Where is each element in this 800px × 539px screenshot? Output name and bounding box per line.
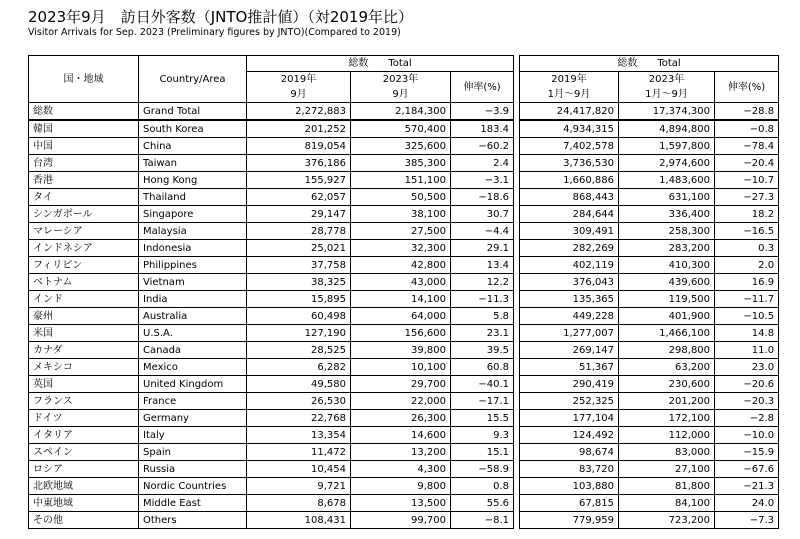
cell-country-en: India [139,291,247,308]
cell-growth-ytd: 2.0 [715,257,779,274]
cell-sep-2023: 99,700 [351,512,451,529]
cell-ytd-2019: 402,119 [520,257,619,274]
cell-sep-2023: 570,400 [351,120,451,138]
cell-ytd-2023: 27,100 [619,461,715,478]
table-row [29,495,779,512]
cell-growth-sep: −58.9 [451,461,514,478]
cell-growth-sep: 15.5 [451,410,514,427]
cell-ytd-2019: 51,367 [520,359,619,376]
cell-ytd-2019: 135,365 [520,291,619,308]
cell-country-en: China [139,138,247,155]
table-row [29,223,779,240]
cell-ytd-2023: 119,500 [619,291,715,308]
header-2019-ytd-year: 2019年 [520,72,619,88]
cell-sep-2023: 14,600 [351,427,451,444]
header-2023-ytd-year: 2023年 [619,72,715,88]
cell-growth-sep: 13.4 [451,257,514,274]
cell-growth-sep: −8.1 [451,512,514,529]
cell-sep-2023: 13,500 [351,495,451,512]
cell-growth-sep: 15.1 [451,444,514,461]
cell-country-en: Vietnam [139,274,247,291]
cell-ytd-2019: 376,043 [520,274,619,291]
cell-country-en: Spain [139,444,247,461]
table-row [29,120,779,138]
cell-growth-ytd: −2.8 [715,410,779,427]
cell-sep-2019: 22,768 [247,410,351,427]
cell-ytd-2023: 230,600 [619,376,715,393]
cell-growth-ytd: −10.0 [715,427,779,444]
cell-sep-2023: 29,700 [351,376,451,393]
table-row [29,325,779,342]
cell-region-jp: シンガポール [29,206,139,223]
cell-country-en: Philippines [139,257,247,274]
cell-sep-2019: 9,721 [247,478,351,495]
cell-growth-sep: −3.9 [451,103,514,121]
table-row [29,155,779,172]
cell-country-en: Malaysia [139,223,247,240]
table-row [29,376,779,393]
cell-growth-ytd: −10.5 [715,308,779,325]
cell-sep-2023: 2,184,300 [351,103,451,121]
cell-sep-2019: 38,325 [247,274,351,291]
cell-region-jp: 北欧地域 [29,478,139,495]
cell-growth-ytd: 16.9 [715,274,779,291]
cell-country-en: United Kingdom [139,376,247,393]
cell-growth-ytd: 23.0 [715,359,779,376]
table-row [29,138,779,155]
cell-country-en: Singapore [139,206,247,223]
cell-growth-sep: 30.7 [451,206,514,223]
cell-sep-2023: 10,100 [351,359,451,376]
cell-sep-2019: 8,678 [247,495,351,512]
cell-ytd-2019: 309,491 [520,223,619,240]
cell-growth-ytd: −27.3 [715,189,779,206]
cell-ytd-2023: 723,200 [619,512,715,529]
cell-sep-2019: 28,778 [247,223,351,240]
header-total-monthly: 総数 Total [247,56,514,72]
cell-sep-2019: 10,454 [247,461,351,478]
cell-sep-2019: 25,021 [247,240,351,257]
cell-country-en: Nordic Countries [139,478,247,495]
cell-growth-sep: 60.8 [451,359,514,376]
header-growth-ytd: 伸率(%) [715,72,779,103]
cell-growth-sep: −11.3 [451,291,514,308]
cell-growth-ytd: −28.8 [715,103,779,121]
cell-sep-2019: 127,190 [247,325,351,342]
cell-ytd-2019: 1,277,007 [520,325,619,342]
cell-ytd-2023: 401,900 [619,308,715,325]
cell-region-jp: ベトナム [29,274,139,291]
cell-country-en: Middle East [139,495,247,512]
header-region-jp: 国・地域 [29,56,139,103]
cell-ytd-2019: 1,660,886 [520,172,619,189]
cell-ytd-2023: 112,000 [619,427,715,444]
table-row [29,274,779,291]
table-body [29,103,779,529]
cell-ytd-2019: 290,419 [520,376,619,393]
cell-country-en: Canada [139,342,247,359]
cell-sep-2019: 819,054 [247,138,351,155]
cell-growth-sep: −18.6 [451,189,514,206]
cell-growth-ytd: −0.8 [715,120,779,138]
cell-growth-ytd: −20.4 [715,155,779,172]
cell-ytd-2023: 4,894,800 [619,120,715,138]
cell-sep-2023: 42,800 [351,257,451,274]
cell-sep-2019: 49,580 [247,376,351,393]
cell-growth-sep: 9.3 [451,427,514,444]
cell-country-en: Mexico [139,359,247,376]
cell-region-jp: フランス [29,393,139,410]
cell-sep-2019: 11,472 [247,444,351,461]
cell-country-en: Russia [139,461,247,478]
table-row [29,512,779,529]
cell-growth-ytd: −21.3 [715,478,779,495]
cell-growth-ytd: 14.8 [715,325,779,342]
table-row [29,308,779,325]
table-row [29,103,779,121]
cell-sep-2019: 60,498 [247,308,351,325]
cell-sep-2019: 28,525 [247,342,351,359]
cell-country-en: Grand Total [139,103,247,121]
cell-growth-sep: −3.1 [451,172,514,189]
cell-region-jp: フィリピン [29,257,139,274]
cell-region-jp: 米国 [29,325,139,342]
cell-growth-ytd: 24.0 [715,495,779,512]
table-row [29,240,779,257]
cell-region-jp: メキシコ [29,359,139,376]
table-row [29,257,779,274]
cell-ytd-2023: 84,100 [619,495,715,512]
cell-region-jp: スペイン [29,444,139,461]
page-subtitle: Visitor Arrivals for Sep. 2023 (Preliminary figures by JNTO)(Compared to 2019) [28,27,401,38]
cell-ytd-2023: 631,100 [619,189,715,206]
cell-region-jp: 韓国 [29,120,139,138]
cell-ytd-2019: 83,720 [520,461,619,478]
cell-sep-2019: 37,758 [247,257,351,274]
cell-growth-sep: 2.4 [451,155,514,172]
cell-sep-2023: 39,800 [351,342,451,359]
cell-country-en: South Korea [139,120,247,138]
cell-region-jp: タイ [29,189,139,206]
cell-growth-sep: 23.1 [451,325,514,342]
cell-sep-2023: 385,300 [351,155,451,172]
header-country-area: Country/Area [139,56,247,103]
cell-sep-2019: 376,186 [247,155,351,172]
cell-ytd-2023: 172,100 [619,410,715,427]
cell-region-jp: カナダ [29,342,139,359]
cell-growth-ytd: 11.0 [715,342,779,359]
cell-growth-sep: −17.1 [451,393,514,410]
cell-sep-2019: 13,354 [247,427,351,444]
cell-growth-ytd: −67.6 [715,461,779,478]
cell-region-jp: その他 [29,512,139,529]
cell-ytd-2019: 449,228 [520,308,619,325]
cell-growth-sep: 0.8 [451,478,514,495]
cell-ytd-2019: 284,644 [520,206,619,223]
cell-growth-ytd: 18.2 [715,206,779,223]
cell-sep-2019: 201,252 [247,120,351,138]
cell-ytd-2023: 1,466,100 [619,325,715,342]
cell-growth-sep: 55.6 [451,495,514,512]
cell-growth-sep: −60.2 [451,138,514,155]
cell-country-en: Hong Kong [139,172,247,189]
cell-sep-2023: 4,300 [351,461,451,478]
cell-region-jp: 中東地域 [29,495,139,512]
cell-country-en: Italy [139,427,247,444]
cell-ytd-2019: 103,880 [520,478,619,495]
cell-sep-2019: 6,282 [247,359,351,376]
table-row [29,478,779,495]
cell-region-jp: インドネシア [29,240,139,257]
cell-sep-2019: 108,431 [247,512,351,529]
cell-ytd-2019: 779,959 [520,512,619,529]
cell-ytd-2023: 410,300 [619,257,715,274]
header-2019-month-period: 9月 [247,87,351,103]
cell-sep-2019: 155,927 [247,172,351,189]
cell-country-en: Thailand [139,189,247,206]
cell-ytd-2023: 258,300 [619,223,715,240]
table-row [29,342,779,359]
cell-country-en: Australia [139,308,247,325]
cell-growth-sep: 12.2 [451,274,514,291]
cell-region-jp: イタリア [29,427,139,444]
cell-region-jp: インド [29,291,139,308]
cell-ytd-2019: 269,147 [520,342,619,359]
cell-ytd-2019: 98,674 [520,444,619,461]
table-row [29,189,779,206]
cell-sep-2019: 29,147 [247,206,351,223]
cell-sep-2023: 325,600 [351,138,451,155]
cell-growth-sep: −4.4 [451,223,514,240]
cell-country-en: U.S.A. [139,325,247,342]
cell-ytd-2023: 63,200 [619,359,715,376]
cell-ytd-2019: 252,325 [520,393,619,410]
header-2023-ytd-period: 1月～9月 [619,87,715,103]
cell-sep-2023: 13,200 [351,444,451,461]
cell-growth-ytd: −16.5 [715,223,779,240]
table-row [29,172,779,189]
cell-sep-2023: 50,500 [351,189,451,206]
header-2023-month-period: 9月 [351,87,451,103]
cell-ytd-2023: 1,483,600 [619,172,715,189]
cell-ytd-2023: 17,374,300 [619,103,715,121]
cell-sep-2023: 151,100 [351,172,451,189]
cell-region-jp: マレーシア [29,223,139,240]
cell-sep-2023: 14,100 [351,291,451,308]
table-row [29,206,779,223]
cell-ytd-2023: 81,800 [619,478,715,495]
cell-country-en: France [139,393,247,410]
cell-region-jp: 総数 [29,103,139,121]
cell-sep-2023: 156,600 [351,325,451,342]
cell-growth-sep: 29.1 [451,240,514,257]
cell-sep-2023: 64,000 [351,308,451,325]
table-row [29,291,779,308]
cell-ytd-2023: 1,597,800 [619,138,715,155]
cell-ytd-2019: 124,492 [520,427,619,444]
cell-ytd-2023: 283,200 [619,240,715,257]
table-row [29,427,779,444]
cell-sep-2019: 62,057 [247,189,351,206]
cell-growth-sep: 39.5 [451,342,514,359]
cell-region-jp: 英国 [29,376,139,393]
cell-growth-ytd: −15.9 [715,444,779,461]
cell-sep-2023: 43,000 [351,274,451,291]
cell-region-jp: 台湾 [29,155,139,172]
cell-country-en: Indonesia [139,240,247,257]
cell-ytd-2023: 439,600 [619,274,715,291]
cell-growth-sep: 183.4 [451,120,514,138]
cell-ytd-2019: 67,815 [520,495,619,512]
cell-ytd-2019: 4,934,315 [520,120,619,138]
cell-country-en: Germany [139,410,247,427]
header-total-ytd: 総数 Total [520,56,779,72]
cell-sep-2023: 22,000 [351,393,451,410]
cell-growth-ytd: −20.3 [715,393,779,410]
cell-ytd-2023: 336,400 [619,206,715,223]
header-2019-month-year: 2019年 [247,72,351,88]
cell-region-jp: 香港 [29,172,139,189]
cell-growth-sep: −40.1 [451,376,514,393]
cell-sep-2023: 32,300 [351,240,451,257]
cell-ytd-2019: 3,736,530 [520,155,619,172]
header-growth-monthly: 伸率(%) [451,72,514,103]
cell-region-jp: 中国 [29,138,139,155]
cell-ytd-2019: 868,443 [520,189,619,206]
cell-growth-ytd: 0.3 [715,240,779,257]
visitor-arrivals-table [28,55,779,529]
cell-ytd-2023: 2,974,600 [619,155,715,172]
cell-sep-2019: 15,895 [247,291,351,308]
cell-ytd-2019: 24,417,820 [520,103,619,121]
cell-sep-2023: 27,500 [351,223,451,240]
cell-growth-ytd: −20.6 [715,376,779,393]
table-row [29,393,779,410]
cell-growth-ytd: −7.3 [715,512,779,529]
cell-sep-2023: 9,800 [351,478,451,495]
cell-growth-ytd: −78.4 [715,138,779,155]
cell-region-jp: ドイツ [29,410,139,427]
cell-country-en: Taiwan [139,155,247,172]
header-2019-ytd-period: 1月～9月 [520,87,619,103]
table-row [29,461,779,478]
cell-growth-ytd: −11.7 [715,291,779,308]
cell-ytd-2023: 298,800 [619,342,715,359]
header-2023-month-year: 2023年 [351,72,451,88]
cell-sep-2023: 38,100 [351,206,451,223]
cell-ytd-2019: 7,402,578 [520,138,619,155]
page-title: 2023年9月 訪日外客数（JNTO推計値）（対2019年比） [28,8,414,26]
cell-ytd-2019: 282,269 [520,240,619,257]
cell-sep-2019: 26,530 [247,393,351,410]
cell-growth-sep: 5.8 [451,308,514,325]
cell-region-jp: ロシア [29,461,139,478]
table-row [29,359,779,376]
cell-sep-2019: 2,272,883 [247,103,351,121]
cell-ytd-2019: 177,104 [520,410,619,427]
cell-country-en: Others [139,512,247,529]
cell-region-jp: 豪州 [29,308,139,325]
cell-sep-2023: 26,300 [351,410,451,427]
table-row [29,444,779,461]
cell-growth-ytd: −10.7 [715,172,779,189]
cell-ytd-2023: 83,000 [619,444,715,461]
cell-ytd-2023: 201,200 [619,393,715,410]
table-row [29,410,779,427]
